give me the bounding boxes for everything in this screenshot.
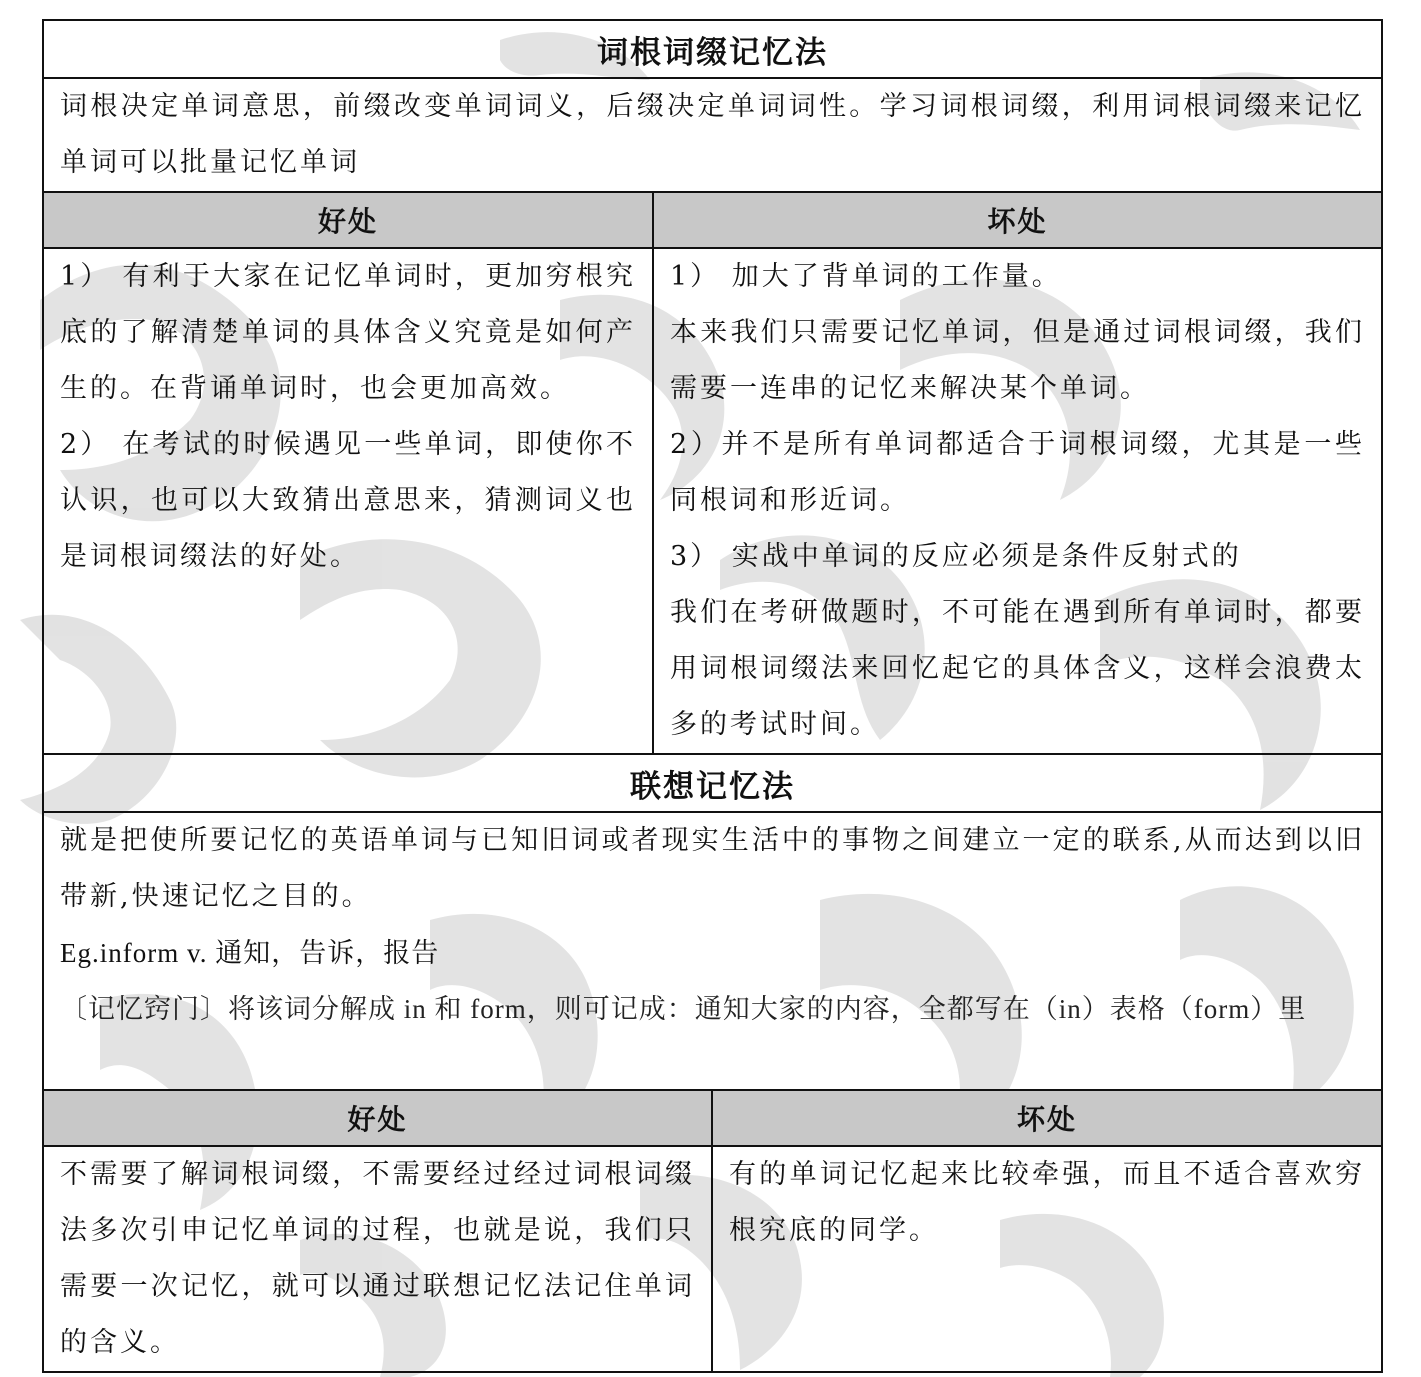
section2-description: [43, 812, 1382, 1090]
memory-methods-table: [42, 19, 1383, 1373]
section1-cons-item: 2）并不是所有单词都适合于词根词缀，尤其是一些同根词和形近词。: [670, 429, 1366, 516]
section2-memory-tip: 〔记忆窍门〕将该词分解成 in 和 form，则可记成：通知大家的内容，全都写在（in）表格（form）里: [60, 994, 1307, 1024]
section2-pros-header: 好处: [43, 1090, 712, 1146]
section1-pros-item: 1） 有利于大家在记忆单词时，更加穷根究底的了解清楚单词的具体含义究竟是如何产生的。在背诵单词时，也会更加高效。: [60, 261, 636, 404]
section2-pros-item: 不需要了解词根词缀，不需要经过经过词根词缀法多次引申记忆单词的过程，也就是说，我们只需要一次记忆，就可以通过联想记忆法记住单词的含义。: [60, 1159, 695, 1358]
section1-title: 词根词缀记忆法: [43, 20, 1382, 78]
section1-cons-item: 1） 加大了背单词的工作量。: [670, 261, 1062, 292]
section1-description: [43, 78, 1382, 192]
section2-cons-header: 坏处: [712, 1090, 1382, 1146]
section1-cons-item: 本来我们只需要记忆单词，但是通过词根词缀，我们需要一连串的记忆来解决某个单词。: [670, 317, 1366, 404]
section2-title: 联想记忆法: [43, 754, 1382, 812]
section2-cons-cell: [712, 1146, 1382, 1372]
section1-pros-item: 2） 在考试的时候遇见一些单词，即使你不认识，也可以大致猜出意思来，猜测词义也是词根词缀法的好处。: [60, 429, 636, 572]
section1-pros-header: 好处: [43, 192, 653, 248]
section1-cons-item: 我们在考研做题时，不可能在遇到所有单词时，都要用词根词缀法来回忆起它的具体含义，这样会浪费太多的考试时间。: [670, 597, 1366, 740]
section1-description-text: 词根决定单词意思，前缀改变单词词义，后缀决定单词词性。学习词根词缀，利用词根词缀来记忆单词可以批量记忆单词: [60, 91, 1366, 178]
section1-cons-header: 坏处: [653, 192, 1382, 248]
section2-description-text: 就是把使所要记忆的英语单词与已知旧词或者现实生活中的事物之间建立一定的联系,从而达到以旧带新,快速记忆之目的。: [60, 825, 1366, 912]
section2-example: Eg.inform v. 通知，告诉，报告: [60, 938, 440, 968]
section1-cons-item: 3） 实战中单词的反应必须是条件反射式的: [670, 541, 1242, 572]
section2-cons-item: 有的单词记忆起来比较牵强，而且不适合喜欢穷根究底的同学。: [729, 1159, 1366, 1246]
section1-pros-cell: [43, 248, 653, 754]
section2-pros-cell: [43, 1146, 712, 1372]
section1-cons-cell: [653, 248, 1382, 754]
